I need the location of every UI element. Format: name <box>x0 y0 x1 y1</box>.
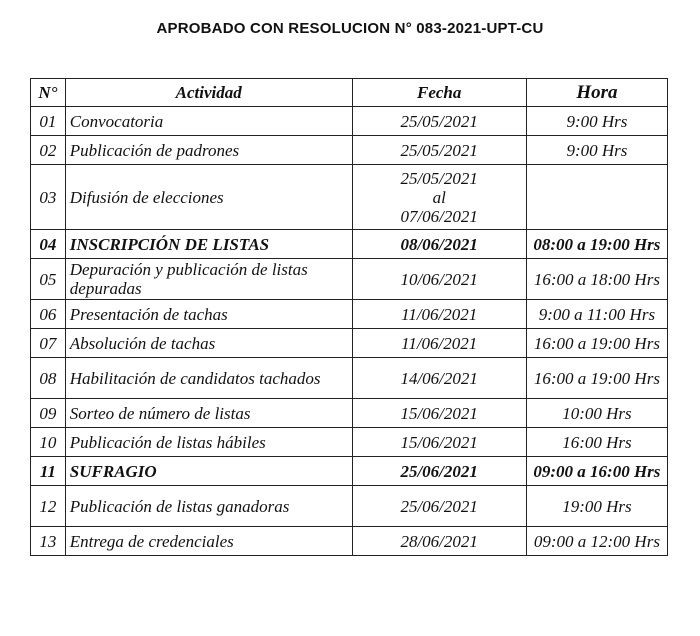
header-time: Hora <box>526 79 667 107</box>
row-date: 28/06/2021 <box>352 527 526 556</box>
row-num: 12 <box>31 486 66 527</box>
header-activity: Actividad <box>65 79 352 107</box>
row-time: 16:00 a 19:00 Hrs <box>526 329 667 358</box>
row-date-range <box>352 165 526 230</box>
row-date: 11/06/2021 <box>352 300 526 329</box>
row-date: 15/06/2021 <box>352 428 526 457</box>
row-num: 07 <box>31 329 66 358</box>
table-row <box>31 428 668 457</box>
row-time <box>526 165 667 230</box>
row-num: 06 <box>31 300 66 329</box>
table-row <box>31 486 668 527</box>
row-date-to: 07/06/2021 <box>400 206 478 226</box>
row-time: 16:00 Hrs <box>526 428 667 457</box>
table-row <box>31 399 668 428</box>
row-time: 08:00 a 19:00 Hrs <box>526 230 667 259</box>
row-activity: INSCRIPCIÓN DE LISTAS <box>65 230 352 259</box>
row-num: 02 <box>31 136 66 165</box>
row-num: 03 <box>31 165 66 230</box>
row-date: 10/06/2021 <box>352 259 526 300</box>
table-row <box>31 358 668 399</box>
table-row <box>31 457 668 486</box>
row-activity: Publicación de listas ganadoras <box>65 486 352 527</box>
row-time: 10:00 Hrs <box>526 399 667 428</box>
row-activity: Absolución de tachas <box>65 329 352 358</box>
header-date: Fecha <box>352 79 526 107</box>
table-row <box>31 329 668 358</box>
table-row <box>31 165 668 230</box>
row-activity: Publicación de padrones <box>65 136 352 165</box>
row-num: 10 <box>31 428 66 457</box>
row-activity: Habilitación de candidatos tachados <box>65 358 352 399</box>
row-date: 25/06/2021 <box>352 486 526 527</box>
table-row <box>31 107 668 136</box>
row-time: 19:00 Hrs <box>526 486 667 527</box>
row-activity: Convocatoria <box>65 107 352 136</box>
row-activity: Sorteo de número de listas <box>65 399 352 428</box>
document-title: APROBADO CON RESOLUCION N° 083-2021-UPT-CU <box>156 20 544 37</box>
row-num: 01 <box>31 107 66 136</box>
row-date-from: 25/05/2021 <box>400 168 478 188</box>
row-activity: Depuración y publicación de listas depuradas <box>65 259 352 300</box>
row-time: 9:00 Hrs <box>526 107 667 136</box>
row-activity: Publicación de listas hábiles <box>65 428 352 457</box>
row-time: 16:00 a 18:00 Hrs <box>526 259 667 300</box>
row-activity: Presentación de tachas <box>65 300 352 329</box>
row-activity: Entrega de credenciales <box>65 527 352 556</box>
row-date: 25/05/2021 <box>352 136 526 165</box>
row-num: 05 <box>31 259 66 300</box>
row-date: 25/05/2021 <box>352 107 526 136</box>
header-num: N° <box>31 79 66 107</box>
table-row <box>31 527 668 556</box>
row-activity: Difusión de elecciones <box>65 165 352 230</box>
row-date: 15/06/2021 <box>352 399 526 428</box>
row-num: 04 <box>31 230 66 259</box>
row-num: 08 <box>31 358 66 399</box>
table-row <box>31 136 668 165</box>
row-time: 09:00 a 16:00 Hrs <box>526 457 667 486</box>
table-row <box>31 300 668 329</box>
row-time: 09:00 a 12:00 Hrs <box>526 527 667 556</box>
row-time: 9:00 Hrs <box>526 136 667 165</box>
row-num: 09 <box>31 399 66 428</box>
row-time: 16:00 a 19:00 Hrs <box>526 358 667 399</box>
row-date: 08/06/2021 <box>352 230 526 259</box>
row-num: 13 <box>31 527 66 556</box>
table-header-row <box>31 79 668 107</box>
row-date: 11/06/2021 <box>352 329 526 358</box>
row-date-separator: al <box>432 187 446 207</box>
row-num: 11 <box>31 457 66 486</box>
election-schedule-table <box>30 78 668 556</box>
row-time: 9:00 a 11:00 Hrs <box>526 300 667 329</box>
table-row <box>31 230 668 259</box>
row-date: 14/06/2021 <box>352 358 526 399</box>
row-activity: SUFRAGIO <box>65 457 352 486</box>
row-date: 25/06/2021 <box>352 457 526 486</box>
table-row <box>31 259 668 300</box>
